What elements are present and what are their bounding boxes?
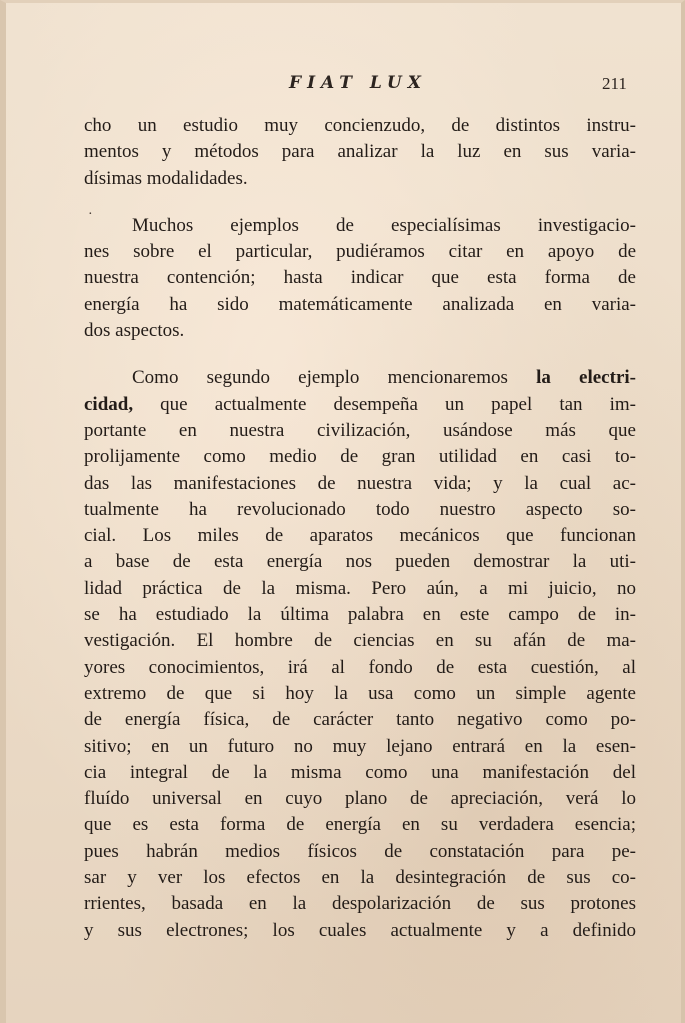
text-line: dos aspectos. [84,320,185,342]
text-line: cial. Los miles de aparatos mecánicos que funcionan [84,525,636,547]
text-line: que es esta forma de energía en su verdadera esencia; [84,814,636,836]
text-line: energía ha sido matemáticamente analizada en varia- [84,293,636,315]
text-line: sar y ver los efectos en la desintegración de sus co- [84,867,636,889]
text-line: portante en nuestra civilización, usándose más que [84,419,636,441]
text-line: vestigación. El hombre de ciencias en su afán de ma- [84,630,636,652]
paragraph-3 [84,365,636,944]
running-head [6,73,685,97]
body-text [84,113,636,944]
running-head-title: FIAT LUX [289,73,427,93]
text-line: a base de esta energía nos pueden demostrar la uti- [84,551,636,573]
paragraph-1 [84,113,636,192]
text-line: nuestra contención; hasta indicar que esta forma de [84,267,636,289]
text-line: extremo de que si hoy la usa como un simple agente [84,682,636,704]
text-line: lidad práctica de la misma. Pero aún, a mi juicio, no [84,577,636,599]
bold-term: cidad, [84,393,134,415]
paragraph-2 [84,213,636,344]
text-line [84,365,636,391]
text-line: prolijamente como medio de gran utilidad en casi to- [84,446,636,468]
text-line: cia integral de la misma como una manifestación del [84,761,636,783]
text-line: dísimas modalidades. [84,167,248,189]
text-line [84,392,636,418]
text-line: das las manifestaciones de nuestra vida; y la cual ac- [84,472,636,494]
bold-term: la electri- [536,367,636,389]
text-run: que actualmente desempeña un papel tan im- [133,393,636,415]
text-line: Muchos ejemplos de especialísimas investigacio- [132,214,636,236]
text-line: rrientes, basada en la despolarización de sus protones [84,893,636,915]
text-line: mentos y métodos para analizar la luz en sus varia- [84,141,636,163]
text-run: Como segundo ejemplo mencionaremos [132,367,537,389]
page-number: 211 [602,74,627,93]
text-line: de energía física, de carácter tanto negativo como po- [84,709,636,731]
text-line: y sus electrones; los cuales actualmente y a definido [84,919,636,941]
text-line: yores conocimientos, irá al fondo de esta cuestión, al [84,656,636,678]
text-line: nes sobre el particular, pudiéramos citar en apoyo de [84,241,636,263]
text-line: se ha estudiado la última palabra en este campo de in- [84,604,636,626]
text-line: sitivo; en un futuro no muy lejano entrará en la esen- [84,735,636,757]
bullet-mark: · [88,207,93,222]
text-line: pues habrán medios físicos de constatación para pe- [84,840,636,862]
text-line: cho un estudio muy concienzudo, de distintos instru- [84,115,636,136]
text-line: tualmente ha revolucionado todo nuestro aspecto so- [84,498,636,520]
text-line: fluído universal en cuyo plano de apreciación, verá lo [84,788,636,810]
